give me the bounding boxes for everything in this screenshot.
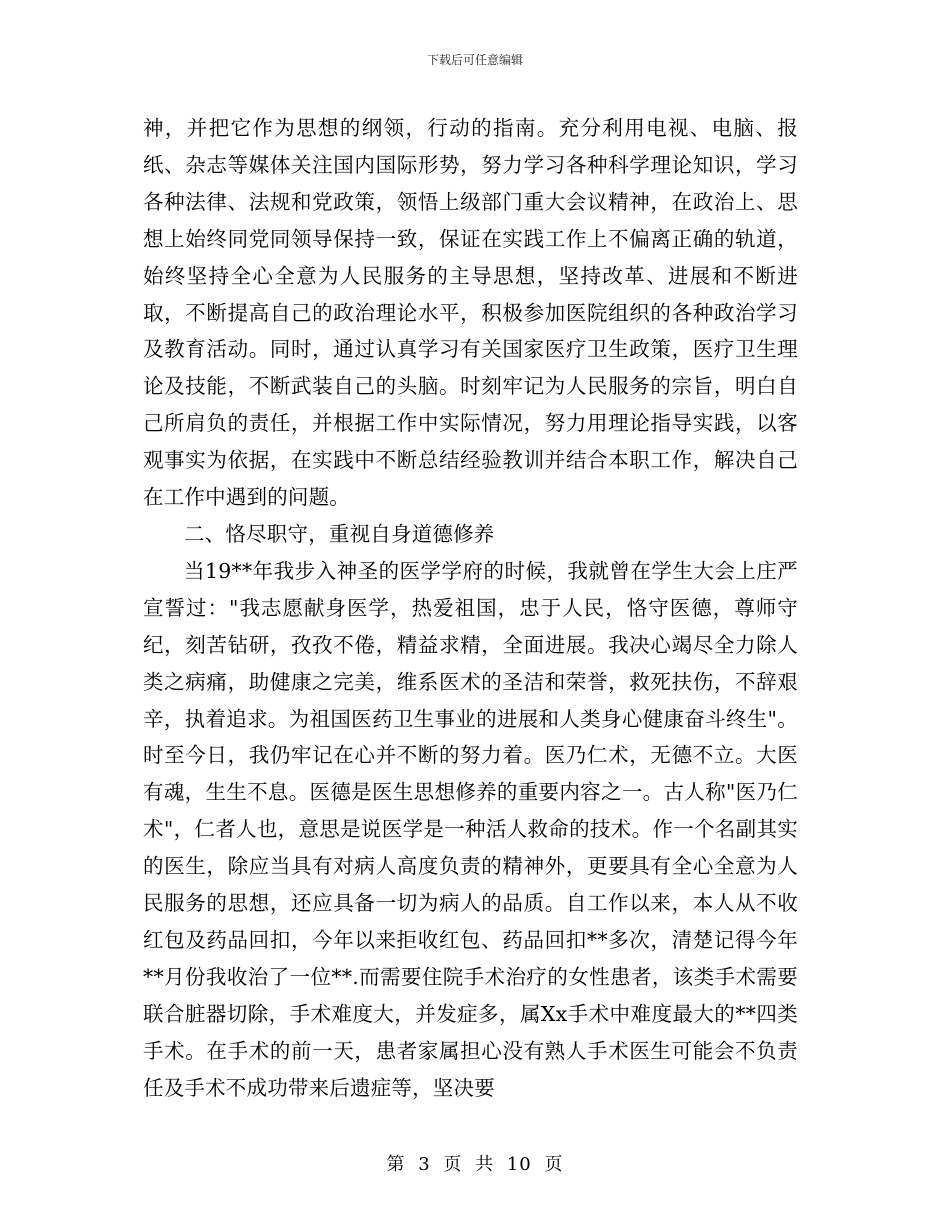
- page-footer: 第 3 页 共 10 页: [386, 1154, 564, 1175]
- paragraph-1: 神，并把它作为思想的纲领，行动的指南。充分利用电视、电脑、报纸、杂志等媒体关注国内国际形势，努力学习各种科学理论知识，学习各种法律、法规和党政策，领悟上级部门重大会议精神，在政治上、思想上始终同党同领导保持一致，保证在实践工作上不偏离正确的轨道，始终坚持全心全意为人民服务的主导思想，坚持改革、进展和不断进取，不断提高自己的政治理论水平，积极参加医院组织的各种政治学习及教育活动。同时，通过认真学习有关国家医疗卫生政策，医疗卫生理论及技能，不断武装自己的头脑。时刻牢记为人民服务的宗旨，明白自己所肩负的责任，并根据工作中实际情况，努力用理论指导实践，以客观事实为依据，在实践中不断总结经验教训并结合本职工作，解决自己在工作中遇到的问题。: [143, 116, 798, 510]
- paragraph-3: 当19**年我步入神圣的医学学府的时候，我就曾在学生大会上庄严宣誓过："我志愿献身医学，热爱祖国，忠于人民，恪守医德，尊师守纪，刻苦钻研，孜孜不倦，精益求精，全面进展。我决心竭尽全力除人类之病痛，助健康之完美，维系医术的圣洁和荣誉，救死扶伤，不辞艰辛，执着追求。为祖国医药卫生事业的进展和人类身心健康奋斗终生"。时至今日，我仍牢记在心并不断的努力着。医乃仁术，无德不立。大医有魂，生生不息。医德是医生思想修养的重要内容之一。古人称"医乃仁术"，仁者人也，意思是说医学是一种活人救命的技术。作一个名副其实的医生，除应当具有对病人高度负责的精神外，更要具有全心全意为人民服务的思想，还应具备一切为病人的品质。自工作以来，本人从不收红包及药品回扣，今年以来拒收红包、药品回扣**多次，清楚记得今年**月份我收治了一位**.而需要住院手术治疗的女性患者，该类手术需要联合脏器切除，手术难度大，并发症多，属Xx手术中难度最大的**四类手术。在手术的前一天，患者家属担心没有熟人手术医生可能会不负责任及手术不成功带来后遗症等，坚决要: [143, 558, 798, 1100]
- section-heading-2: 二、恪尽职守，重视自身道德修养: [184, 521, 495, 546]
- page-header: 下载后可任意编辑: [426, 53, 523, 67]
- document-body: [143, 110, 798, 1106]
